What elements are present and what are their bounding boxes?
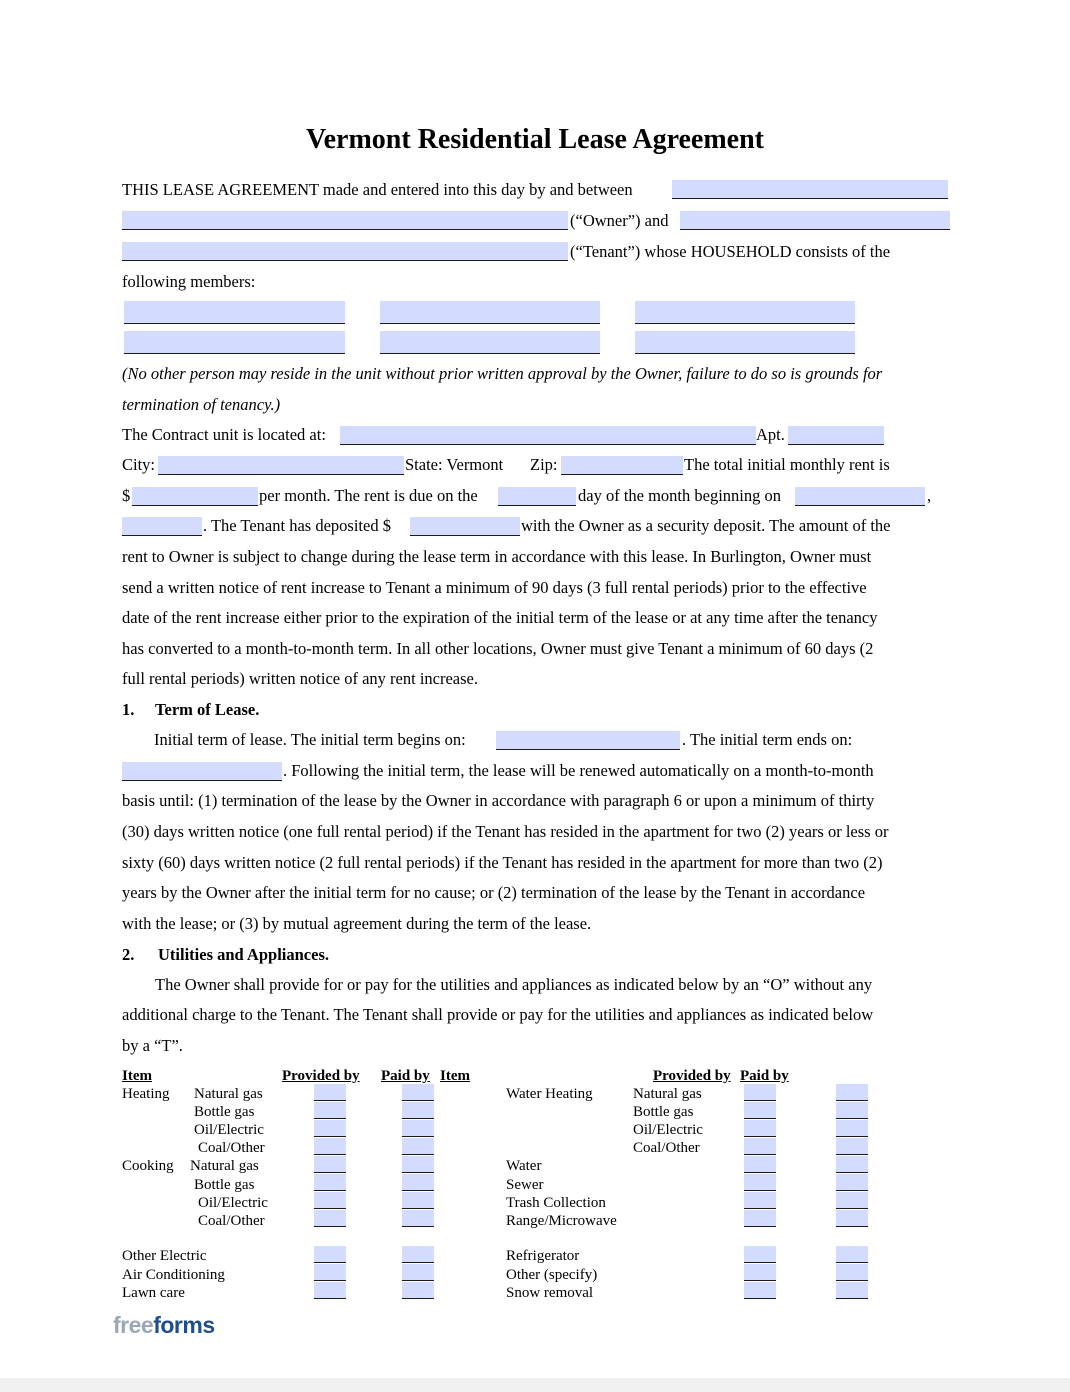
- party-two-field[interactable]: [680, 211, 950, 230]
- apt-field[interactable]: [788, 426, 884, 445]
- column-header-provided: Provided by: [653, 1068, 731, 1084]
- paid-by-field[interactable]: [836, 1120, 868, 1137]
- body-text: date of the rent increase either prior to the expiration of the initial term of the lease or at any time after the tenancy: [122, 608, 878, 627]
- item-label: Natural gas: [194, 1086, 263, 1102]
- tenant-name-field[interactable]: [122, 242, 568, 261]
- household-member-field[interactable]: [635, 301, 855, 324]
- body-text: rent to Owner is subject to change during the lease term in accordance with this lease. In Burlington, Owner must: [122, 547, 872, 566]
- item-label: Snow removal: [506, 1285, 594, 1301]
- item-label: Other (specify): [506, 1267, 598, 1283]
- body-text: (30) days written notice (one full rental period) if the Tenant has resided in the apartment for two (2) years or less or: [122, 822, 889, 841]
- paid-by-field[interactable]: [836, 1156, 868, 1173]
- members-label: following members:: [122, 272, 256, 291]
- unit-address-field[interactable]: [340, 426, 756, 445]
- deposit-text: with the Owner as a security deposit. The amount of the: [521, 516, 891, 535]
- item-label: Oil/Electric: [194, 1122, 264, 1138]
- page-title: Vermont Residential Lease Agreement: [305, 124, 765, 155]
- item-label: Coal/Other: [198, 1213, 265, 1229]
- item-label: Lawn care: [122, 1285, 185, 1301]
- provided-by-field[interactable]: [314, 1102, 346, 1119]
- column-header-paid: Paid by: [381, 1068, 430, 1084]
- category-cooking: Cooking: [122, 1158, 174, 1174]
- rent-start-year-field[interactable]: [122, 517, 202, 536]
- item-label: Oil/Electric: [198, 1195, 268, 1211]
- item-label: Natural gas: [190, 1158, 259, 1174]
- provided-by-field[interactable]: [314, 1138, 346, 1155]
- household-member-field[interactable]: [124, 301, 345, 324]
- column-header-provided: Provided by: [282, 1068, 360, 1084]
- provided-by-field[interactable]: [744, 1264, 776, 1281]
- due-day-field[interactable]: [498, 487, 576, 506]
- item-label: Range/Microwave: [506, 1213, 617, 1229]
- item-label: Trash Collection: [506, 1195, 606, 1211]
- beginning-label: day of the month beginning on: [578, 486, 782, 505]
- paid-by-field[interactable]: [836, 1102, 868, 1119]
- paid-by-field[interactable]: [836, 1264, 868, 1281]
- owner-name-field[interactable]: [122, 211, 568, 230]
- term-begin-date-field[interactable]: [496, 731, 680, 750]
- zip-label: Zip:: [530, 455, 558, 474]
- provided-by-field[interactable]: [744, 1138, 776, 1155]
- item-label: Water: [506, 1158, 542, 1174]
- provided-by-field[interactable]: [744, 1084, 776, 1101]
- column-header-item: Item: [122, 1068, 152, 1084]
- household-member-field[interactable]: [380, 331, 600, 354]
- item-label: Coal/Other: [198, 1140, 265, 1156]
- provided-by-field[interactable]: [314, 1264, 346, 1281]
- paid-by-field[interactable]: [836, 1192, 868, 1209]
- paid-by-field[interactable]: [836, 1084, 868, 1101]
- paid-by-field[interactable]: [402, 1246, 434, 1263]
- paid-by-field[interactable]: [402, 1156, 434, 1173]
- logo-free-text: free: [113, 1312, 154, 1338]
- provided-by-field[interactable]: [744, 1102, 776, 1119]
- term-begins-label: Initial term of lease. The initial term begins on:: [154, 730, 466, 749]
- section-heading-term: Term of Lease.: [155, 700, 260, 719]
- provided-by-field[interactable]: [314, 1282, 346, 1299]
- provided-by-field[interactable]: [744, 1282, 776, 1299]
- item-label: Coal/Other: [633, 1140, 700, 1156]
- dollar-sign: $: [122, 486, 131, 505]
- provided-by-field[interactable]: [744, 1174, 776, 1191]
- paid-by-field[interactable]: [402, 1282, 434, 1299]
- item-label: Natural gas: [633, 1086, 702, 1102]
- provided-by-field[interactable]: [744, 1156, 776, 1173]
- intro-line1: THIS LEASE AGREEMENT made and entered into this day by and between: [122, 180, 633, 199]
- unit-location-label: The Contract unit is located at:: [122, 425, 326, 444]
- rent-start-date-field[interactable]: [795, 487, 925, 506]
- provided-by-field[interactable]: [744, 1246, 776, 1263]
- section-heading-utilities: Utilities and Appliances.: [158, 945, 329, 964]
- security-deposit-field[interactable]: [410, 517, 520, 536]
- item-label: Refrigerator: [506, 1248, 580, 1264]
- provided-by-field[interactable]: [314, 1210, 346, 1227]
- paid-by-field[interactable]: [402, 1084, 434, 1101]
- state-label: State: Vermont: [405, 455, 504, 474]
- per-month-label: per month. The rent is due on the: [259, 486, 478, 505]
- paid-by-field[interactable]: [402, 1210, 434, 1227]
- provided-by-field[interactable]: [314, 1246, 346, 1263]
- paid-by-field[interactable]: [402, 1102, 434, 1119]
- page-bottom-edge: [0, 1378, 1070, 1392]
- item-label: Air Conditioning: [122, 1267, 225, 1283]
- body-text: additional charge to the Tenant. The Tenant shall provide or pay for the utilities and appliances as indicated below: [122, 1005, 874, 1024]
- provided-by-field[interactable]: [314, 1192, 346, 1209]
- category-heating: Heating: [122, 1086, 170, 1102]
- item-label: Other Electric: [122, 1248, 207, 1264]
- item-label: Sewer: [506, 1177, 544, 1193]
- rent-label: The total initial monthly rent is: [684, 455, 890, 474]
- body-text: years by the Owner after the initial term for no cause; or (2) termination of the lease by the Tenant in accordance: [122, 883, 866, 902]
- body-text: . Following the initial term, the lease will be renewed automatically on a month-to-month: [283, 761, 874, 780]
- column-header-item: Item: [440, 1068, 470, 1084]
- household-member-field[interactable]: [380, 301, 600, 324]
- provided-by-field[interactable]: [314, 1156, 346, 1173]
- apt-label: Apt.: [756, 425, 785, 444]
- body-text: full rental periods) written notice of any rent increase.: [122, 669, 478, 688]
- comma: ,: [927, 486, 932, 505]
- provided-by-field[interactable]: [314, 1084, 346, 1101]
- paid-by-field[interactable]: [836, 1210, 868, 1227]
- item-label: Bottle gas: [194, 1104, 255, 1120]
- column-header-paid: Paid by: [740, 1068, 789, 1084]
- provided-by-field[interactable]: [314, 1120, 346, 1137]
- body-text: with the lease; or (3) by mutual agreement during the term of the lease.: [122, 914, 592, 933]
- paid-by-field[interactable]: [836, 1246, 868, 1263]
- paid-by-field[interactable]: [402, 1174, 434, 1191]
- tenant-label: (“Tenant”) whose HOUSEHOLD consists of the: [570, 242, 891, 261]
- provided-by-field[interactable]: [744, 1192, 776, 1209]
- body-text: The Owner shall provide for or pay for the utilities and appliances as indicated below by an “O” without any: [155, 975, 873, 994]
- occupancy-note: (No other person may reside in the unit without prior written approval by the Owner, failure to do so is grounds for: [122, 364, 883, 383]
- zip-field[interactable]: [561, 456, 683, 475]
- party-one-field[interactable]: [672, 180, 948, 199]
- monthly-rent-field[interactable]: [132, 487, 258, 506]
- owner-label: (“Owner”) and: [570, 211, 669, 230]
- city-label: City:: [122, 455, 156, 474]
- paid-by-field[interactable]: [836, 1282, 868, 1299]
- body-text: by a “T”.: [122, 1036, 183, 1055]
- provided-by-field[interactable]: [744, 1120, 776, 1137]
- body-text: basis until: (1) termination of the lease by the Owner in accordance with paragraph 6 or upon a minimum of thirty: [122, 791, 875, 810]
- household-member-field[interactable]: [635, 331, 855, 354]
- paid-by-field[interactable]: [402, 1192, 434, 1209]
- category-water-heating: Water Heating: [506, 1086, 593, 1102]
- body-text: send a written notice of rent increase to Tenant a minimum of 90 days (3 full rental periods) prior to the effective: [122, 578, 867, 597]
- paid-by-field[interactable]: [402, 1120, 434, 1137]
- item-label: Bottle gas: [633, 1104, 694, 1120]
- item-label: Oil/Electric: [633, 1122, 703, 1138]
- paid-by-field[interactable]: [836, 1138, 868, 1155]
- section-number: 2.: [122, 945, 135, 964]
- paid-by-field[interactable]: [402, 1138, 434, 1155]
- deposit-label: . The Tenant has deposited $: [203, 516, 391, 535]
- item-label: Bottle gas: [194, 1177, 255, 1193]
- provided-by-field[interactable]: [744, 1210, 776, 1227]
- body-text: sixty (60) days written notice (2 full rental periods) if the Tenant has resided in the apartment for more than two (2): [122, 853, 883, 872]
- paid-by-field[interactable]: [402, 1264, 434, 1281]
- body-text: has converted to a month-to-month term. In all other locations, Owner must give Tenant a minimum of 60 days (2: [122, 639, 874, 658]
- section-number: 1.: [122, 700, 135, 719]
- logo-forms-text: forms: [153, 1312, 215, 1338]
- occupancy-note-cont: termination of tenancy.): [122, 395, 281, 414]
- freeforms-logo: [113, 1312, 215, 1339]
- term-end-date-field[interactable]: [122, 762, 282, 781]
- term-ends-label: . The initial term ends on:: [682, 730, 853, 749]
- paid-by-field[interactable]: [836, 1174, 868, 1191]
- provided-by-field[interactable]: [314, 1174, 346, 1191]
- city-field[interactable]: [158, 456, 404, 475]
- household-member-field[interactable]: [124, 331, 345, 354]
